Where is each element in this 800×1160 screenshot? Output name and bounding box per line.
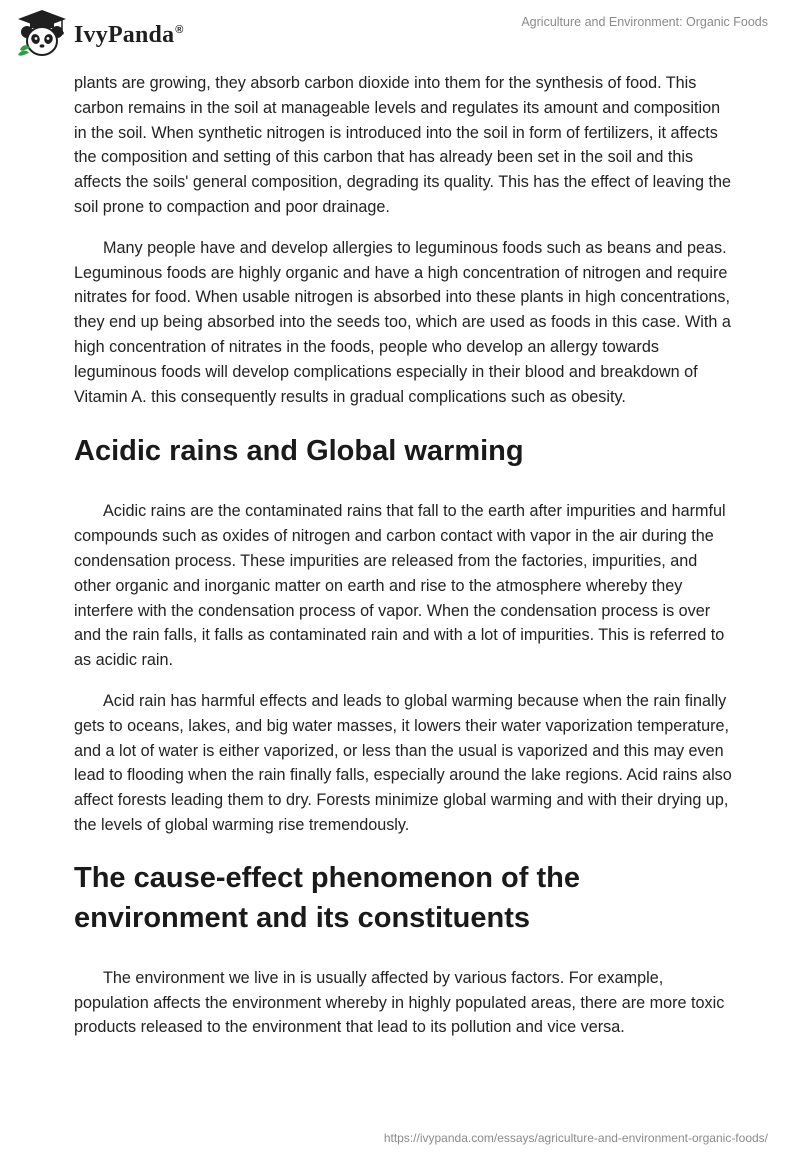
- paragraph-acid-rain-effects: Acid rain has harmful effects and leads to global warming because when the rain finally gets to oceans, lakes, and big water masses, it lowers their water vaporization temperature, and a lot of water is either vaporized, or less than the usual is vaporized and this may even lead to flooding when the rain finally falls, especially around the lake regions. Acid rains also affect forests leading them to dry. Forests minimize global warming and with their drying up, the levels of global warming rise tremendously.: [74, 691, 732, 834]
- article-body: [74, 71, 734, 1056]
- registered-mark: ®: [175, 23, 184, 36]
- document-title: Agriculture and Environment: Organic Foods: [521, 15, 768, 29]
- paragraph-acidic-rain-definition: Acidic rains are the contaminated rains that fall to the earth after impurities and harmful compounds such as oxides of nitrogen and carbon contact with vapor in the air during the condensation process. These impurities are released from the factories, impurities, and other organic and inorganic matter on earth and rise to the atmosphere whereby they interfere with the condensation process of vapor. When the condensation process is over and the rain falls, it falls as contaminated rain and with a lot of impurities. This is referred to as acidic rain.: [74, 502, 726, 670]
- paragraph-environment-factors: The environment we live in is usually affected by various factors. For example, population affects the environment whereby in highly populated areas, there are more toxic products released to the environment that lead to its pollution and vice versa.: [74, 968, 725, 1037]
- brand-name-text: IvyPanda: [74, 21, 175, 48]
- source-url-link[interactable]: https://ivypanda.com/essays/agriculture-and-environment-organic-foods/: [383, 1131, 768, 1145]
- brand-name: [74, 22, 184, 49]
- panda-graduate-icon: [14, 8, 70, 60]
- page-header: [0, 0, 800, 70]
- ivypanda-logo[interactable]: [14, 8, 184, 60]
- heading-acidic-rains: Acidic rains and Global warming: [74, 435, 524, 468]
- paragraph-leguminous-allergies: Many people have and develop allergies to leguminous foods such as beans and peas. Leguminous foods are highly organic and have a high concentration of nitrogen and require nitrates for food. When usable nitrogen is absorbed into these plants in high concentrations, they end up being absorbed into the seeds too, which are used as foods in this case. With a high concentration of nitrates in the foods, people who develop an allergy towards leguminous foods will develop complications especially in their blood and breakdown of Vitamin A. this consequently results in gradual complications such as obesity.: [74, 238, 731, 406]
- heading-cause-effect: The cause-effect phenomenon of the environment and its constituents: [74, 861, 580, 934]
- paragraph-soil-carbon: plants are growing, they absorb carbon dioxide into them for the synthesis of food. This carbon remains in the soil at manageable levels and regulates its amount and composition in the soil. When synthetic nitrogen is introduced into the soil in form of fertilizers, it affects the composition and setting of this carbon that has already been set in the soil and this affects the soils' general composition, degrading its quality. This has the effect of leaving the soil prone to compaction and poor drainage.: [74, 74, 731, 216]
